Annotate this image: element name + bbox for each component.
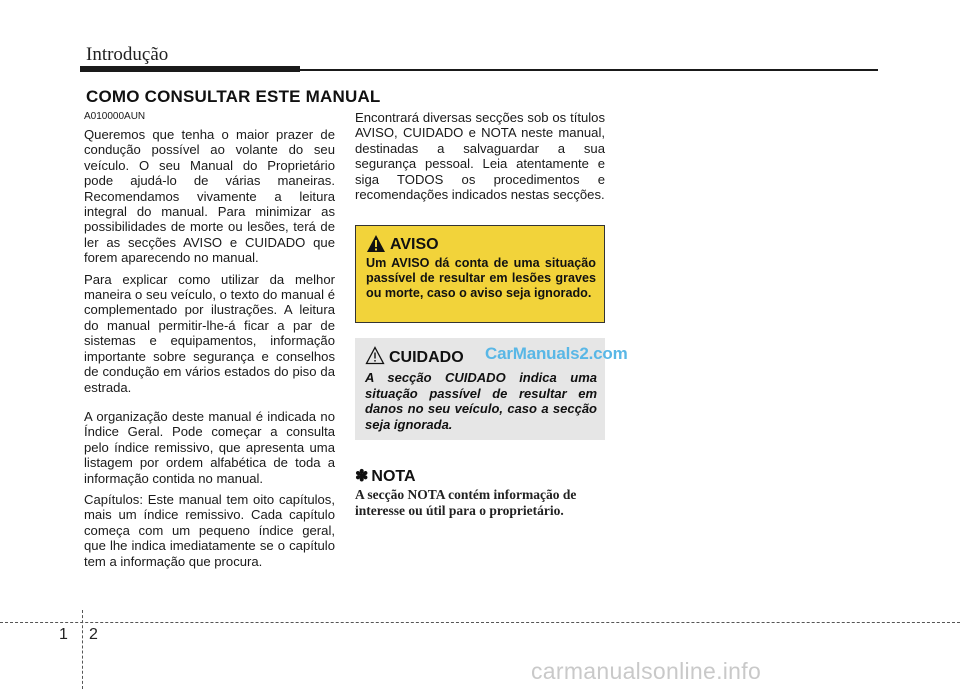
- warning-triangle-icon: [366, 234, 386, 253]
- paragraph: Para explicar como utilizar da melhor maneira o seu veículo, o texto do manual é complementado por ilustrações. A leitura do manual permitir-lhe-á ficar a par de sistemas e equipamentos, informação importante sobre segurança e conselhos de condução em vários estados do piso da estrada.: [84, 271, 335, 395]
- warning-text: Um AVISO dá conta de uma situação passível de resultar em lesões graves ou morte, caso o aviso seja ignorado.: [366, 256, 596, 300]
- site-watermark: CarManuals2.com: [485, 344, 628, 363]
- warning-box: [355, 225, 605, 323]
- footer-watermark: carmanualsonline.info: [531, 658, 762, 684]
- section-code: A010000AUN: [84, 111, 146, 122]
- header-rule-thick: [80, 66, 300, 72]
- footer-dashed-divider: [82, 610, 83, 689]
- caution-label: CUIDADO: [389, 349, 464, 366]
- note-label: NOTA: [371, 468, 416, 485]
- caution-triangle-icon: [365, 346, 385, 365]
- page-header-title: Introdução: [86, 44, 169, 65]
- warning-label: AVISO: [390, 236, 439, 253]
- chapter-number: 1: [59, 626, 68, 643]
- note-text: A secção NOTA contém informação de interesse ou útil para o proprietário.: [355, 487, 577, 518]
- page-number: 2: [89, 626, 98, 643]
- footer-dashed-rule: [0, 622, 960, 623]
- paragraph: Queremos que tenha o maior prazer de condução possível ao volante do seu veículo. O seu Manual do Proprietário pode ajudá-lo de várias maneiras. Recomendamos vivamente a leitura integral do manual. Para minimizar as possibilidades de morte ou lesões, terá de ler as secções AVISO e CUIDADO que forem aparecendo no manual.: [84, 127, 335, 266]
- note-title: [355, 466, 416, 486]
- paragraph: Capítulos: Este manual tem oito capítulos, mais um índice remissivo. Cada capítulo começa com um pequeno índice geral, que lhe indica imediatamente se o capítulo tem a informação que procura.: [84, 491, 335, 569]
- caution-text: A secção CUIDADO indica uma situação passível de resultar em danos no seu veículo, caso a secção seja ignorada.: [365, 370, 597, 432]
- note-star-icon: ✽: [355, 468, 369, 485]
- paragraph: Encontrará diversas secções sob os títulos AVISO, CUIDADO e NOTA neste manual, destinadas a salvaguardar a sua segurança pessoal. Leia atentamente e siga TODOS os procedimentos e recomendações indicados nestas secções.: [355, 110, 605, 203]
- left-column: [84, 111, 335, 575]
- caution-box: [355, 338, 628, 440]
- section-title: COMO CONSULTAR ESTE MANUAL: [86, 87, 381, 106]
- right-column: [355, 110, 605, 208]
- paragraph: A organização deste manual é indicada no Índice Geral. Pode começar a consulta pelo índice remissivo, que apresenta uma listagem por ordem alfabética de toda a informação contida no manual.: [84, 408, 335, 486]
- header-rule-thin: [300, 69, 878, 71]
